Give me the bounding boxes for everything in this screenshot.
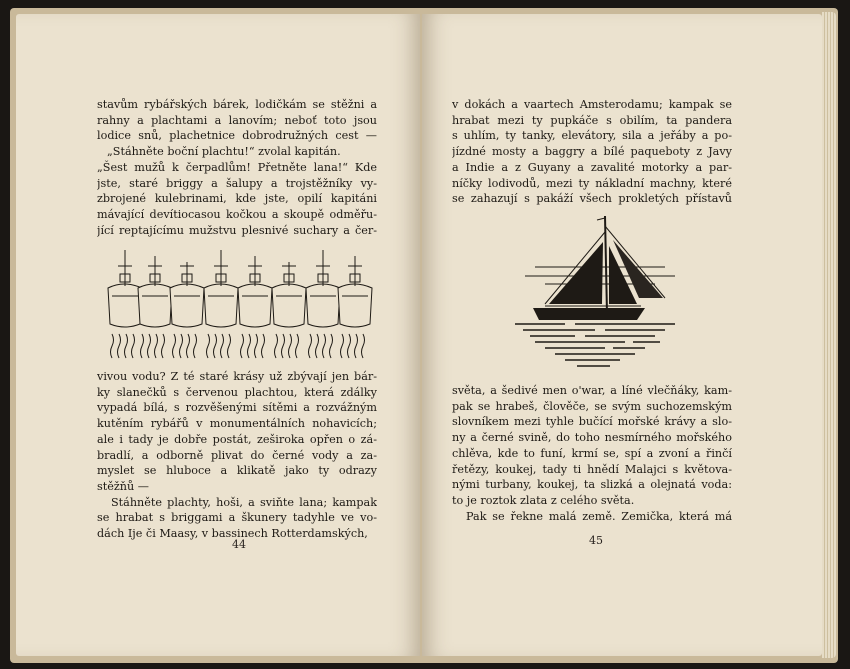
text-line: Pak se řekne malá země. Zemička, která má	[466, 509, 732, 523]
page-number-left: 44	[232, 538, 246, 551]
page-edges	[822, 12, 836, 658]
text-line: řetězy, koukej, tady ti hnědí Malajci s květova-	[452, 462, 732, 476]
text-line: a Indie a z Guyany a zavalité motorky a par-	[452, 160, 732, 174]
text-line: kutěním rybářů v monumentálních nohavicích;	[97, 417, 377, 431]
text-line: stavům rybářských bárek, lodičkám se stěžni a	[97, 98, 377, 111]
text-line: zbrojené kulebrinami, kde jste, opilí kapitáni	[97, 192, 377, 206]
left-bottom-text	[97, 369, 377, 542]
text-line: chlěva, kde to funí, krmí se, spí a zvoní a řinčí	[452, 446, 732, 460]
page-number-right: 45	[589, 534, 603, 547]
text-line: s uhlím, ty tanky, elevátory, sila a jeřáby a po-	[452, 129, 732, 143]
moored-ships-illustration	[100, 236, 385, 366]
text-line: se hrabat s briggami a škunery tadyhle ve vo-	[97, 511, 377, 525]
text-line: „Stáhněte boční plachtu!“ zvolal kapitán.	[107, 145, 341, 159]
text-line: mávající devítiocasou kočkou a skoupě odměřu-	[97, 207, 377, 221]
text-line: v dokách a vaartech Amsterodamu; kampak se	[452, 98, 732, 111]
text-line: ky slanečků s červenou plachtou, která zdálky	[97, 385, 377, 399]
text-line: myslet se hluboce a klikatě jako ty odrazy	[97, 464, 377, 478]
text-line: hrabat mezi ty pupkáče s obilím, ta pandera	[452, 113, 732, 127]
text-line: stěžňů —	[97, 479, 149, 493]
text-line: slovníkem mezi tyhle bučící mořské krávy a slo-	[452, 415, 732, 429]
text-line: bradlí, a odborně plivat do černé vody a za-	[97, 448, 377, 462]
text-line: se zahazují s pakáží všech prokletých přístavů	[452, 192, 732, 206]
text-line: Stáhněte plachty, hoši, a sviňte lana; kampak	[111, 495, 377, 509]
text-line: jící reptajícímu mužstvu plesnivé suchary a čer-	[97, 223, 377, 237]
left-top-text	[97, 97, 377, 238]
sailboat-illustration	[505, 212, 685, 380]
text-line: dách Ije či Maasy, v bassinech Rotterdamských,	[97, 527, 368, 541]
text-line: nými turbany, koukej, ta slizká a olejnatá voda:	[452, 478, 732, 492]
text-line: rahny a plachtami a lanovím; neboť toto jsou	[97, 113, 377, 127]
text-line: lodice snů, plachetnice dobrodružných cest —	[97, 129, 377, 143]
text-line: to je roztok zlata z celého světa.	[452, 493, 635, 507]
text-line: ale i tady je dobře postát, zeširoka opřen o zá-	[97, 432, 377, 446]
right-bottom-text	[452, 383, 732, 524]
text-line: světa, a šedivé men o'war, a líné vlečňáky, kam-	[452, 384, 732, 397]
right-top-text	[452, 97, 732, 207]
text-line: pak se hrabeš, člověče, se svým suchozemským	[452, 399, 732, 413]
text-line: vypadá bílá, s rozvěšenými sítěmi a rozvážným	[97, 401, 377, 415]
text-line: „Šest mužů k čerpadlům! Přetněte lana!“ Kde	[97, 160, 377, 174]
text-line: ny a černé svině, do toho nesmírného mořského	[452, 431, 732, 445]
text-line: jízdné mosty a baggry a bílé paqueboty z Javy	[452, 145, 732, 159]
text-line: jste, staré briggy a šalupy a trojstěžníky vy-	[97, 176, 377, 190]
text-line: níčky lodivodů, mezi ty nákladní machny, které	[452, 176, 732, 190]
text-line: vivou vodu? Z té staré krásy už zbývají jen bár-	[97, 370, 377, 383]
